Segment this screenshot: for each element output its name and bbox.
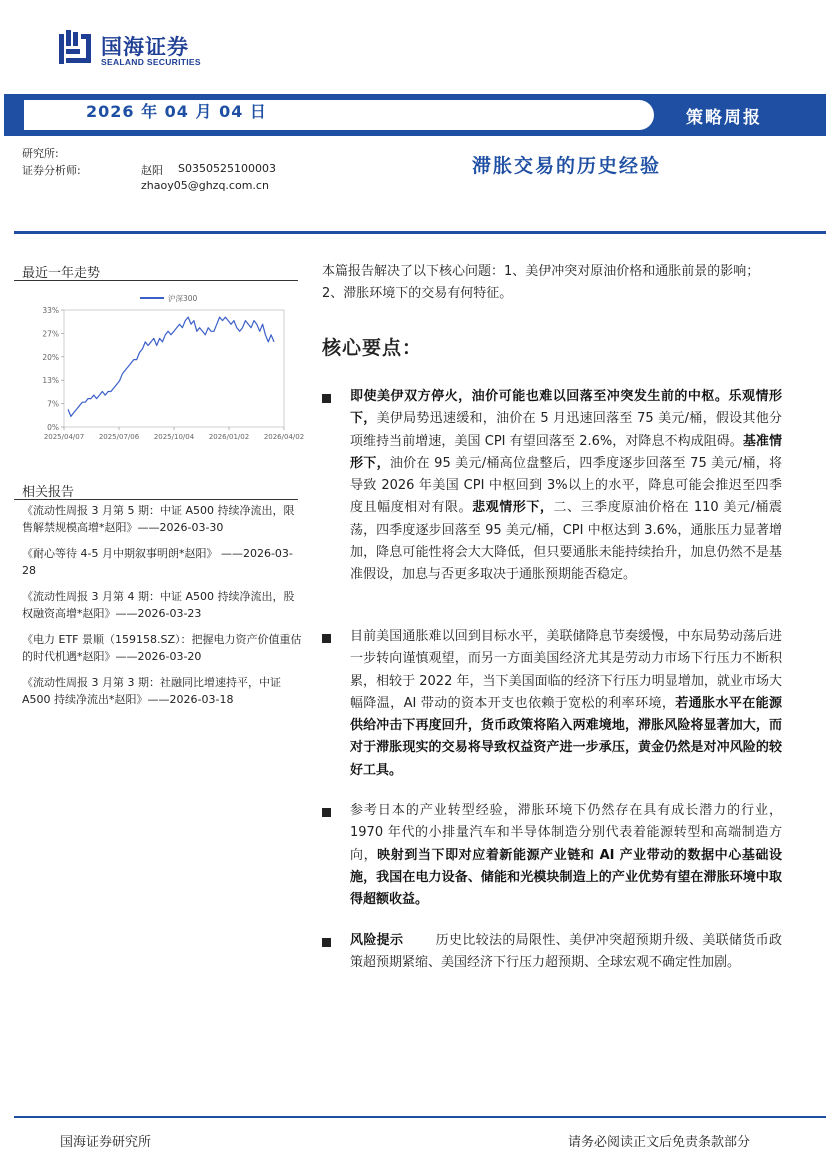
- report-type: 策略周报: [686, 108, 762, 128]
- bullet-marker: [322, 634, 331, 643]
- y-tick-label: 20%: [42, 352, 59, 362]
- risk-warning: 风险提示 历史比较法的局限性、美伊冲突超预期升级、美联储货币政策超预期紧缩、美国经济下行压力超预期、全球宏观不确定性加剧。: [350, 933, 782, 971]
- key-point-oil-scenarios: 即使美伊双方停火，油价可能也难以回落至冲突发生前的中枢。乐观情形下，美伊局势迅速缓和，油价在 5 月迅速回落至 75 美元/桶，假设其他分项维持当前增速，美国 CPI 有望回落至 2.6%，对降息不构成阻碍。基准情形下，油价在 95 美元/桶高位盘整后，四季度逐步回落至 75 美元/桶，将导致 2026 年美国 CPI 中枢回到 3%以上的水平，降息可能会推迟至四季度且幅度相对有限。悲观情形下，二、三季度原油价格在 110 美元/桶震荡，四季度逐步回落至 95 美元/桶，CPI 中枢达到 3.6%，通胀压力显著增加，降息可能性将会大大降低，但只要通胀未能持续抬升，加息仍然不是基准假设，加息与否更多取决于通胀预期能否稳定。: [350, 389, 782, 583]
- y-tick-label: 13%: [42, 376, 59, 386]
- intro-paragraph: 本篇报告解决了以下核心问题：1、美伊冲突对原油价格和通胀前景的影响；2、滞胀环境下的交易有何特征。: [322, 264, 760, 301]
- logo-chinese-name: 国海证券: [101, 35, 189, 59]
- related-report-item[interactable]: 《电力 ETF 景顺（159158.SZ）：把握电力资产价值重估的时代机遇*赵阳》——2026-03-20: [22, 633, 302, 663]
- analyst-cert: S0350525100003: [178, 162, 276, 175]
- related-report-item[interactable]: 《流动性周报 3 月第 4 期：中证 A500 持续净流出，股权融资高增*赵阳》——2026-03-23: [22, 590, 295, 620]
- footer-disclaimer: 请务必阅读正文后免责条款部分: [568, 1135, 751, 1150]
- y-tick-label: 0%: [47, 423, 59, 432]
- related-report-item[interactable]: 《流动性周报 3 月第 5 期：中证 A500 持续净流出，限售解禁规模高增*赵阳》——2026-03-30: [22, 504, 295, 534]
- bullet-marker: [322, 394, 331, 403]
- related-report-item[interactable]: 《耐心等待 4-5 月中期叙事明朗*赵阳》 ——2026-03-28: [22, 547, 293, 577]
- series-line-hs300: [68, 317, 274, 416]
- bullet-marker: [322, 938, 331, 947]
- chart-heading-divider: [14, 280, 298, 281]
- one-year-performance-chart: [22, 288, 305, 448]
- y-tick-label: 7%: [47, 399, 59, 409]
- report-date: 2026 年 04 月 04 日: [86, 102, 267, 121]
- core-points-heading: 核心要点：: [322, 337, 423, 359]
- analyst-label: 证券分析师:: [22, 164, 81, 177]
- report-title: 滞胀交易的历史经验: [472, 155, 662, 177]
- header-banner: [4, 94, 826, 136]
- y-tick-label: 33%: [42, 306, 59, 315]
- sealand-logo-icon: [57, 30, 95, 68]
- legend-label: 沪深300: [168, 294, 198, 303]
- chart-heading: 最近一年走势: [22, 266, 101, 281]
- key-point-japan-experience: 参考日本的产业转型经验，滞胀环境下仍然存在具有成长潜力的行业，1970 年代的小排量汽车和半导体制造分别代表着能源转型和高端制造方向，映射到当下即对应着新能源产业链和 AI 产业带动的数据中心基础设施，我国在电力设备、储能和光模块制造上的产业优势有望在滞胀环境中取得超额收益。: [350, 803, 782, 908]
- analyst-email[interactable]: zhaoy05@ghzq.com.cn: [141, 179, 269, 192]
- x-tick-label: 2025/10/04: [153, 433, 195, 441]
- institute-label: 研究所:: [22, 147, 59, 160]
- logo-english-name: SEALAND SECURITIES: [101, 57, 201, 67]
- related-report-item[interactable]: 《流动性周报 3 月第 3 期：社融同比增速持平，中证 A500 持续净流出*赵阳》——2026-03-18: [22, 676, 281, 706]
- x-tick-label: 2025/07/06: [98, 433, 140, 441]
- footer-institute: 国海证券研究所: [60, 1135, 152, 1150]
- company-logo: [57, 30, 227, 70]
- key-point-us-inflation: 目前美国通胀难以回到目标水平，美联储降息节奏缓慢，中东局势动荡后进一步转向谨慎观望，而另一方面美国经济尤其是劳动力市场下行压力不断积累，相较于 2022 年，当下美国面临的经济下行压力明显增加，就业市场大幅降温，AI 带动的资本开支也依赖于宽松的利率环境，若通胀水平在能源供给冲击下再度回升，货币政策将陷入两难境地，滞胀风险将显著加大，而对于滞胀现实的交易将导致权益资产进一步承压，黄金仍然是对冲风险的较好工具。: [350, 629, 782, 778]
- related-reports-divider: [14, 499, 298, 500]
- analyst-name: 赵阳: [141, 164, 163, 177]
- y-tick-label: 27%: [42, 329, 59, 339]
- footer-divider: [14, 1116, 826, 1118]
- related-reports-heading: 相关报告: [22, 485, 75, 500]
- header-divider: [14, 231, 826, 234]
- x-tick-label: 2026/04/02: [263, 433, 305, 441]
- x-tick-label: 2026/01/02: [208, 433, 250, 441]
- x-tick-label: 2025/04/07: [43, 433, 85, 441]
- bullet-marker: [322, 808, 331, 817]
